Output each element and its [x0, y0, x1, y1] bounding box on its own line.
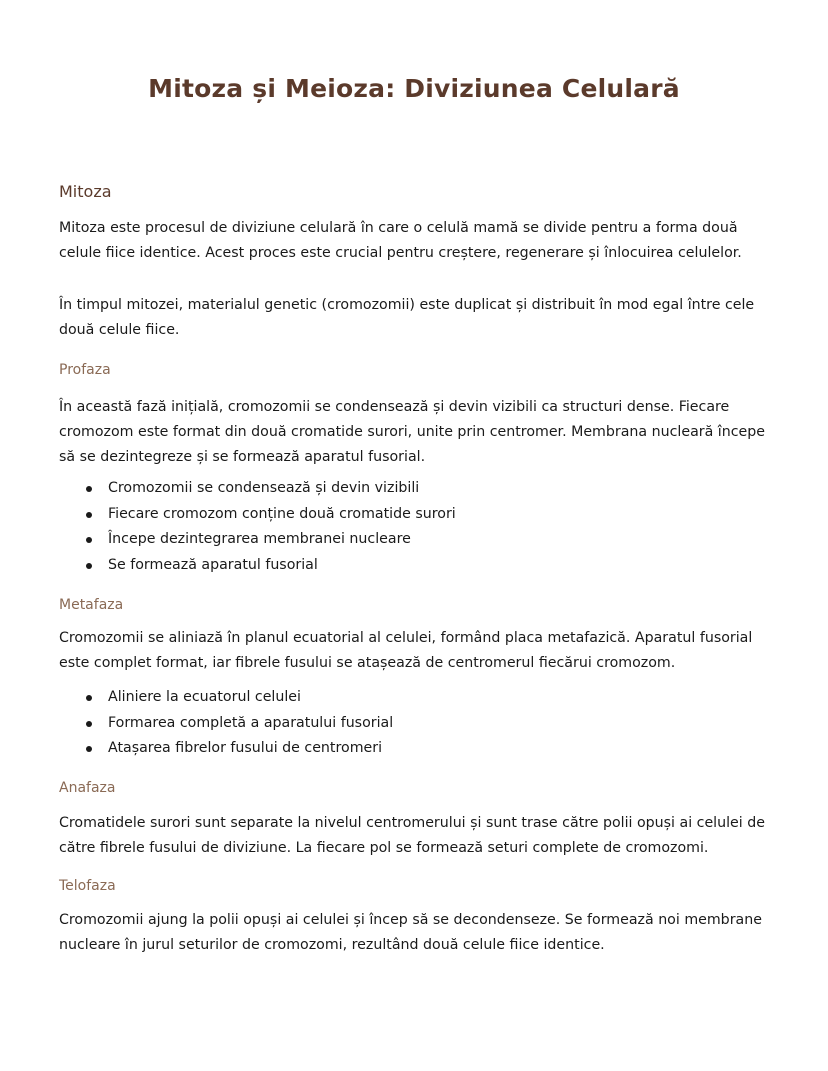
subsection-heading-profaza: Profaza	[59, 362, 111, 378]
subsection-heading-anafaza: Anafaza	[59, 780, 116, 796]
mitoza-paragraph-2: În timpul mitozei, materialul genetic (cromozomii) este duplicat și distribuit în mod egal între cele două celule fiice.	[59, 297, 755, 338]
metafaza-bullet-list	[59, 685, 759, 762]
list-item: Atașarea fibrelor fusului de centromeri	[59, 736, 759, 762]
list-item: Se formează aparatul fusorial	[59, 553, 759, 579]
subsection-heading-telofaza: Telofaza	[59, 878, 116, 894]
profaza-paragraph: În această fază inițială, cromozomii se condensează și devin vizibili ca structuri dense. Fiecare cromozom este format din două cromatide surori, unite prin centromer. Membrana nucleară începe să se dezintegreze și se formează aparatul fusorial.	[59, 399, 765, 465]
section-heading-mitoza: Mitoza	[59, 182, 112, 201]
list-item: Formarea completă a aparatului fusorial	[59, 711, 759, 737]
mitoza-paragraph-1: Mitoza este procesul de diviziune celulară în care o celulă mamă se divide pentru a forma două celule fiice identice. Acest proces este crucial pentru creștere, regenerare și înlocuirea celulelor.	[59, 220, 742, 261]
profaza-bullet-list	[59, 476, 759, 578]
telofaza-paragraph: Cromozomii ajung la polii opuși ai celulei și încep să se decondenseze. Se formează noi membrane nucleare în jurul seturilor de cromozomi, rezultând două celule fiice identice.	[59, 912, 762, 953]
page-title: Mitoza și Meioza: Diviziunea Celulară	[148, 74, 680, 103]
list-item: Aliniere la ecuatorul celulei	[59, 685, 759, 711]
anafaza-paragraph: Cromatidele surori sunt separate la nivelul centromerului și sunt trase către polii opuși ai celulei de către fibrele fusului de diviziune. La fiecare pol se formează seturi complete de cromozomi.	[59, 815, 765, 856]
list-item: Începe dezintegrarea membranei nucleare	[59, 527, 759, 553]
metafaza-paragraph: Cromozomii se aliniază în planul ecuatorial al celulei, formând placa metafazică. Aparatul fusorial este complet format, iar fibrele fusului se atașează de centromerul fiecărui cromozom.	[59, 630, 753, 671]
subsection-heading-metafaza: Metafaza	[59, 597, 124, 613]
list-item: Fiecare cromozom conține două cromatide surori	[59, 502, 759, 528]
list-item: Cromozomii se condensează și devin vizibili	[59, 476, 759, 502]
